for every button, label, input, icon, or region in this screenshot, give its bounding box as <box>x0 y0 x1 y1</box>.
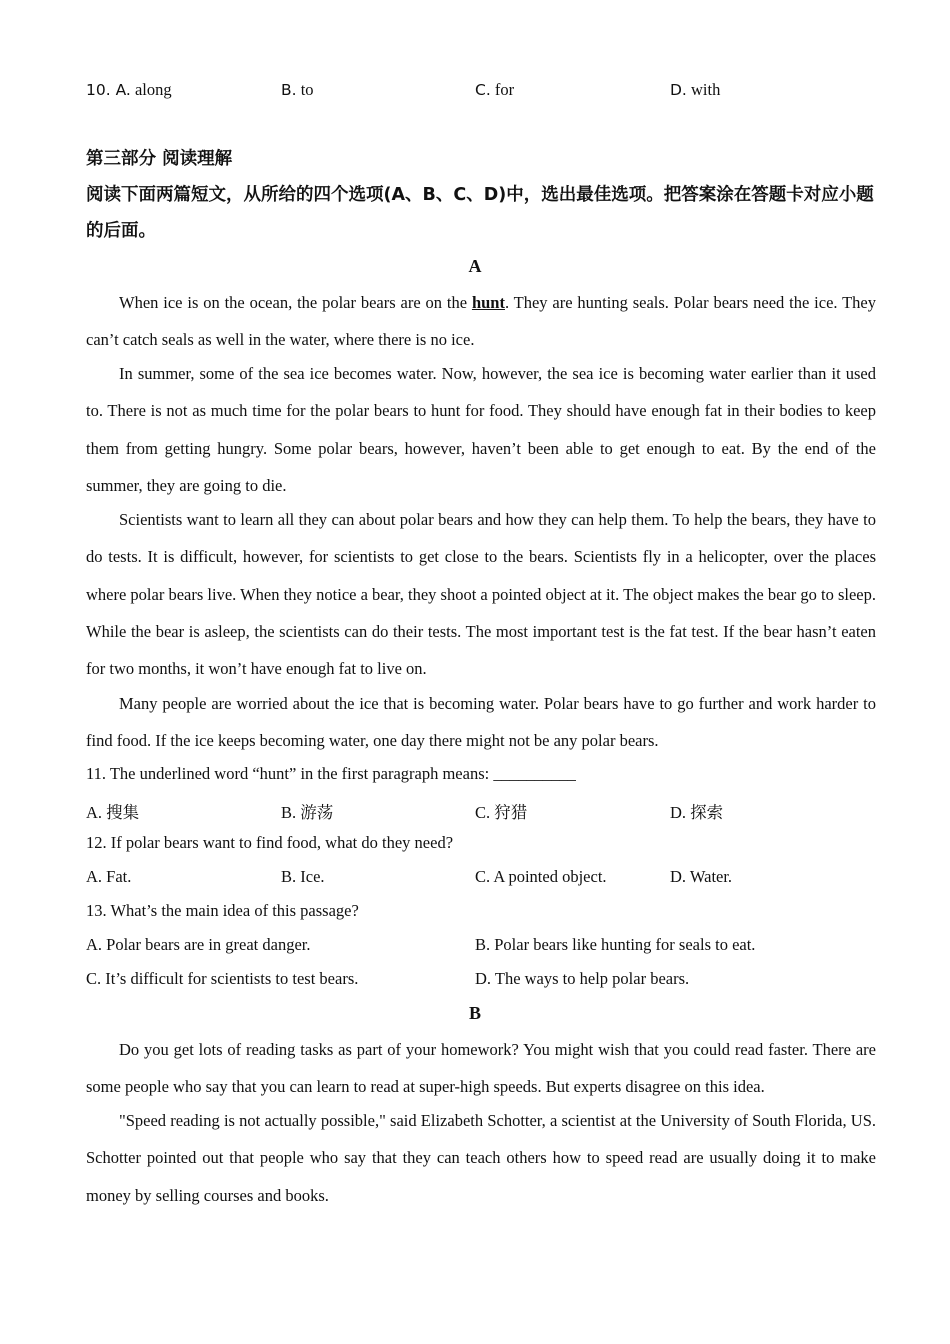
q10-options <box>86 80 866 104</box>
q13-option-b: B. Polar bears like hunting for seals to eat. <box>475 935 756 954</box>
q10-option-b: B. to <box>281 80 314 99</box>
q12-options <box>86 867 866 891</box>
underlined-word-hunt: hunt <box>471 293 505 312</box>
q12-option-a: A. Fat. <box>86 867 132 886</box>
q11-option-b: B. 游荡 <box>281 803 334 822</box>
passage-a-paragraph-3: Scientists want to learn all they can about polar bears and how they can help them. To help the bears, they have to do tests. It is difficult, however, for scientists to get close to the bears. Scientists fly in a helicopter, over the places where polar bears live. When they notice a bear, they shoot a pointed object at it. The object makes the bear go to sleep. While the bear is asleep, the scientists can do their tests. The most important test is the fat test. If the bear hasn’t eaten for two months, it won’t have enough fat to live on. <box>86 510 876 679</box>
passage-b-title: B <box>468 1003 481 1023</box>
q12-stem: 12. If polar bears want to find food, what do they need? <box>86 833 454 852</box>
q11-option-a: A. 搜集 <box>86 803 140 822</box>
passage-b-paragraph-1: Do you get lots of reading tasks as part of your homework? You might wish that you could read faster. There are some people who say that you can learn to read at super-high speeds. But experts disagree on this idea. <box>86 1040 876 1097</box>
passage-a-paragraph-1: When ice is on the ocean, the polar bears are on the hunt. They are hunting seals. Polar bears need the ice. They can’t catch seals as well in the water, where there is no ice. <box>86 293 876 350</box>
q11-options <box>86 799 866 823</box>
q11-option-c: C. 狩猎 <box>475 803 528 822</box>
q12-option-b: B. Ice. <box>281 867 325 886</box>
q10-option-d: D. with <box>670 80 721 99</box>
q13-option-a: A. Polar bears are in great danger. <box>86 935 311 954</box>
q13-option-c: C. It’s difficult for scientists to test bears. <box>86 969 359 988</box>
passage-a-title: A <box>468 256 482 276</box>
q13-option-d: D. The ways to help polar bears. <box>475 969 690 988</box>
q10-option-c: C. for <box>475 80 515 99</box>
q12-option-c: C. A pointed object. <box>475 867 607 886</box>
q13-options-row-2 <box>86 969 866 993</box>
section-instruction: 阅读下面两篇短文，从所给的四个选项(A、B、C、D)中，选出最佳选项。把答案涂在答题卡对应小题的后面。 <box>86 185 874 241</box>
q13-options-row-1 <box>86 935 866 959</box>
passage-b-paragraph-2: "Speed reading is not actually possible," said Elizabeth Schotter, a scientist at the University of South Florida, US. Schotter pointed out that people who say that they can teach others how to speed read are usually doing it to make money by selling courses and books. <box>86 1111 876 1205</box>
q10-option-a: 10. A. along <box>86 80 172 99</box>
section-heading: 第三部分 阅读理解 <box>86 149 233 169</box>
q13-stem: 13. What’s the main idea of this passage? <box>86 901 359 920</box>
passage-a-paragraph-4: Many people are worried about the ice that is becoming water. Polar bears have to go further and work harder to find food. If the ice keeps becoming water, one day there might not be any polar bears. <box>86 694 876 751</box>
q11-option-d: D. 探索 <box>670 803 724 822</box>
q12-option-d: D. Water. <box>670 867 733 886</box>
q11-stem: 11. The underlined word “hunt” in the first paragraph means: __________ <box>86 764 576 783</box>
passage-a-paragraph-2: In summer, some of the sea ice becomes water. Now, however, the sea ice is becoming water earlier than it used to. There is not as much time for the polar bears to hunt for food. They should have enough fat in their bodies to keep them from getting hungry. Some polar bears, however, haven’t been able to get enough to eat. By the end of the summer, they are going to die. <box>86 364 876 495</box>
